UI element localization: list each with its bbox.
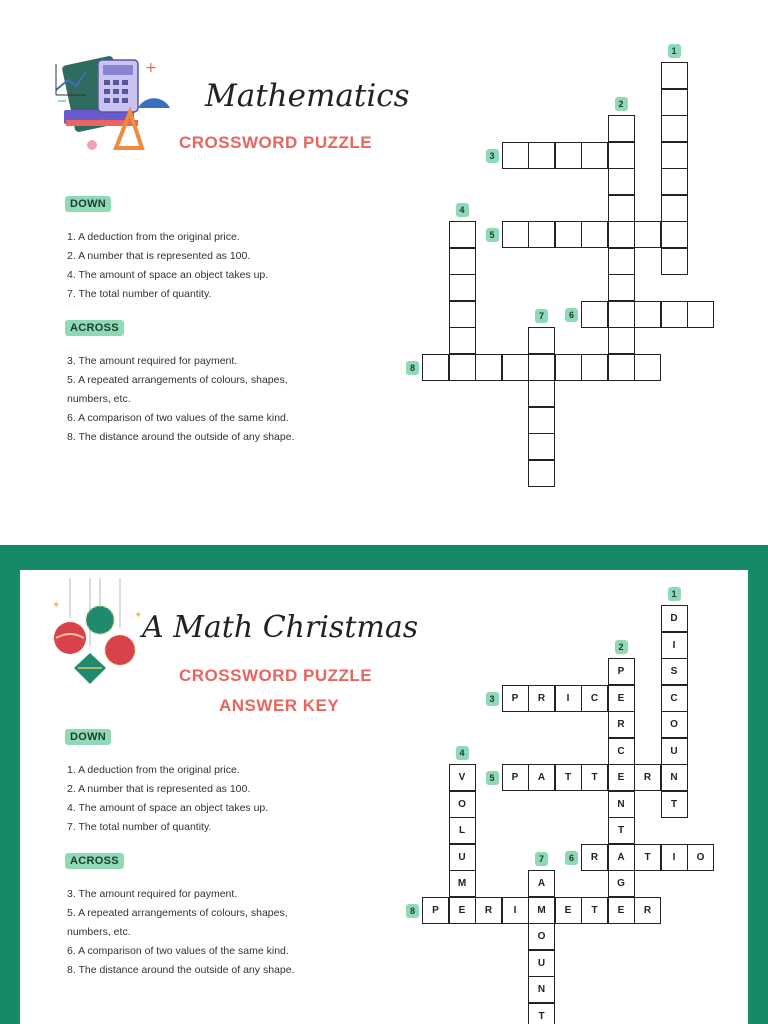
grid-cell: T: [608, 817, 635, 844]
grid-cell[interactable]: [608, 354, 635, 381]
clue-item: 7. The total number of quantity.: [67, 288, 212, 300]
grid-cell[interactable]: [449, 221, 476, 248]
clue-number-badge: 7: [535, 309, 548, 323]
clue-item: 1. A deduction from the original price.: [67, 764, 240, 776]
grid-cell: T: [581, 764, 608, 791]
clue-number-badge: 3: [486, 149, 499, 163]
across-clue-list: [67, 885, 294, 980]
clue-item: 2. A number that is represented as 100.: [67, 783, 251, 795]
grid-cell: A: [608, 844, 635, 871]
clue-number-badge: 8: [406, 904, 419, 918]
clue-number-badge: 6: [565, 308, 578, 322]
grid-cell[interactable]: [661, 195, 688, 222]
grid-cell[interactable]: [502, 354, 529, 381]
grid-cell: N: [608, 791, 635, 818]
grid-cell[interactable]: [581, 221, 608, 248]
answer-key-label: ANSWER KEY: [219, 696, 340, 715]
grid-cell: E: [608, 764, 635, 791]
grid-cell[interactable]: [608, 115, 635, 142]
grid-cell[interactable]: [608, 248, 635, 275]
grid-cell: U: [661, 738, 688, 765]
grid-cell[interactable]: [608, 195, 635, 222]
across-label: ACROSS: [65, 320, 124, 336]
grid-cell[interactable]: [528, 327, 555, 354]
grid-cell: T: [581, 897, 608, 924]
grid-cell: I: [555, 685, 582, 712]
grid-cell[interactable]: [449, 274, 476, 301]
grid-cell[interactable]: [502, 221, 529, 248]
grid-cell: E: [449, 897, 476, 924]
grid-cell[interactable]: [555, 142, 582, 169]
grid-cell: A: [528, 870, 555, 897]
christmas-ornaments-icon: [50, 578, 150, 693]
clue-number-badge: 5: [486, 228, 499, 242]
grid-cell[interactable]: [634, 301, 661, 328]
grid-cell: T: [555, 764, 582, 791]
grid-cell[interactable]: [608, 221, 635, 248]
grid-cell: R: [475, 897, 502, 924]
page-subtitle: CROSSWORD PUZZLE: [179, 666, 373, 685]
grid-cell: I: [661, 844, 688, 871]
grid-cell[interactable]: [449, 248, 476, 275]
grid-cell[interactable]: [661, 115, 688, 142]
grid-cell: R: [634, 764, 661, 791]
grid-cell: T: [528, 1003, 555, 1024]
clue-number-badge: 1: [668, 587, 681, 601]
clue-item: 5. A repeated arrangements of colours, shapes,: [67, 374, 288, 386]
across-label: ACROSS: [65, 853, 124, 869]
grid-cell: M: [528, 897, 555, 924]
grid-cell[interactable]: [528, 460, 555, 487]
clue-item: numbers, etc.: [67, 926, 131, 938]
grid-cell: R: [608, 711, 635, 738]
down-label: DOWN: [65, 196, 111, 212]
grid-cell: N: [528, 976, 555, 1003]
clue-item: 6. A comparison of two values of the same kind.: [67, 945, 289, 957]
grid-cell[interactable]: [581, 301, 608, 328]
grid-cell: E: [608, 685, 635, 712]
grid-cell: P: [422, 897, 449, 924]
grid-cell: C: [581, 685, 608, 712]
clue-item: 7. The total number of quantity.: [67, 821, 212, 833]
clue-item: 3. The amount required for payment.: [67, 355, 238, 367]
grid-cell: S: [661, 658, 688, 685]
grid-cell[interactable]: [687, 301, 714, 328]
clue-number-badge: 7: [535, 852, 548, 866]
grid-cell[interactable]: [661, 221, 688, 248]
grid-cell[interactable]: [528, 380, 555, 407]
grid-cell: U: [449, 844, 476, 871]
clue-item: 5. A repeated arrangements of colours, shapes,: [67, 907, 288, 919]
down-label: DOWN: [65, 729, 111, 745]
svg-text:✦: ✦: [52, 600, 61, 611]
down-clue-list: [67, 761, 268, 837]
grid-cell[interactable]: [449, 327, 476, 354]
grid-cell: R: [528, 685, 555, 712]
grid-cell[interactable]: [634, 354, 661, 381]
svg-text:+: +: [145, 60, 157, 76]
grid-cell[interactable]: [528, 354, 555, 381]
grid-cell[interactable]: [661, 142, 688, 169]
page-title: Mathematics: [205, 78, 410, 114]
page-subtitle: CROSSWORD PUZZLE: [179, 133, 373, 152]
clue-item: 2. A number that is represented as 100.: [67, 250, 251, 262]
grid-cell[interactable]: [634, 221, 661, 248]
grid-cell: L: [449, 817, 476, 844]
grid-cell[interactable]: [608, 168, 635, 195]
grid-cell[interactable]: [528, 433, 555, 460]
grid-cell: E: [555, 897, 582, 924]
grid-cell: C: [608, 738, 635, 765]
grid-cell: A: [528, 764, 555, 791]
clue-number-badge: 5: [486, 771, 499, 785]
clue-number-badge: 2: [615, 97, 628, 111]
grid-cell: T: [661, 791, 688, 818]
grid-cell: T: [634, 844, 661, 871]
grid-cell[interactable]: [422, 354, 449, 381]
clue-item: 8. The distance around the outside of any shape.: [67, 964, 295, 976]
grid-cell[interactable]: [581, 142, 608, 169]
grid-cell: O: [449, 791, 476, 818]
grid-cell[interactable]: [528, 142, 555, 169]
clue-item: 8. The distance around the outside of any shape.: [67, 431, 295, 443]
grid-cell: O: [687, 844, 714, 871]
grid-cell: G: [608, 870, 635, 897]
grid-cell[interactable]: [555, 221, 582, 248]
clue-number-badge: 2: [615, 640, 628, 654]
grid-cell[interactable]: [528, 407, 555, 434]
grid-cell[interactable]: [661, 89, 688, 116]
grid-cell: R: [634, 897, 661, 924]
grid-cell[interactable]: [502, 142, 529, 169]
grid-cell[interactable]: [449, 301, 476, 328]
grid-cell: I: [502, 897, 529, 924]
down-clue-list: [67, 228, 268, 304]
grid-cell: I: [661, 632, 688, 659]
grid-cell: V: [449, 764, 476, 791]
grid-cell[interactable]: [661, 248, 688, 275]
clue-item: 4. The amount of space an object takes up.: [67, 269, 269, 281]
clue-number-badge: 4: [456, 746, 469, 760]
answer-key-page: [20, 570, 748, 1024]
grid-cell: O: [528, 923, 555, 950]
grid-cell[interactable]: [661, 62, 688, 89]
clue-item: 6. A comparison of two values of the same kind.: [67, 412, 289, 424]
clue-number-badge: 6: [565, 851, 578, 865]
grid-cell[interactable]: [608, 301, 635, 328]
svg-text:✦: ✦: [134, 610, 143, 621]
grid-cell[interactable]: [608, 274, 635, 301]
grid-cell[interactable]: [449, 354, 476, 381]
grid-cell[interactable]: [528, 221, 555, 248]
grid-cell: N: [661, 764, 688, 791]
grid-cell[interactable]: [475, 354, 502, 381]
clue-number-badge: 8: [406, 361, 419, 375]
grid-cell: M: [449, 870, 476, 897]
grid-cell: O: [661, 711, 688, 738]
grid-cell: P: [502, 685, 529, 712]
clue-number-badge: 3: [486, 692, 499, 706]
page-title: A Math Christmas: [142, 610, 419, 645]
grid-cell[interactable]: [608, 327, 635, 354]
grid-cell: P: [502, 764, 529, 791]
clue-item: 3. The amount required for payment.: [67, 888, 238, 900]
math-tools-illustration-icon: [50, 50, 175, 150]
grid-cell: P: [608, 658, 635, 685]
grid-cell[interactable]: [608, 142, 635, 169]
grid-cell: E: [608, 897, 635, 924]
grid-cell: R: [581, 844, 608, 871]
grid-cell: C: [661, 685, 688, 712]
grid-cell[interactable]: [555, 354, 582, 381]
clue-number-badge: 1: [668, 44, 681, 58]
across-clue-list: [67, 352, 294, 447]
grid-cell: U: [528, 950, 555, 977]
grid-cell[interactable]: [661, 301, 688, 328]
grid-cell[interactable]: [661, 168, 688, 195]
grid-cell: D: [661, 605, 688, 632]
clue-item: numbers, etc.: [67, 393, 131, 405]
clue-item: 1. A deduction from the original price.: [67, 231, 240, 243]
clue-number-badge: 4: [456, 203, 469, 217]
clue-item: 4. The amount of space an object takes up.: [67, 802, 269, 814]
grid-cell[interactable]: [581, 354, 608, 381]
